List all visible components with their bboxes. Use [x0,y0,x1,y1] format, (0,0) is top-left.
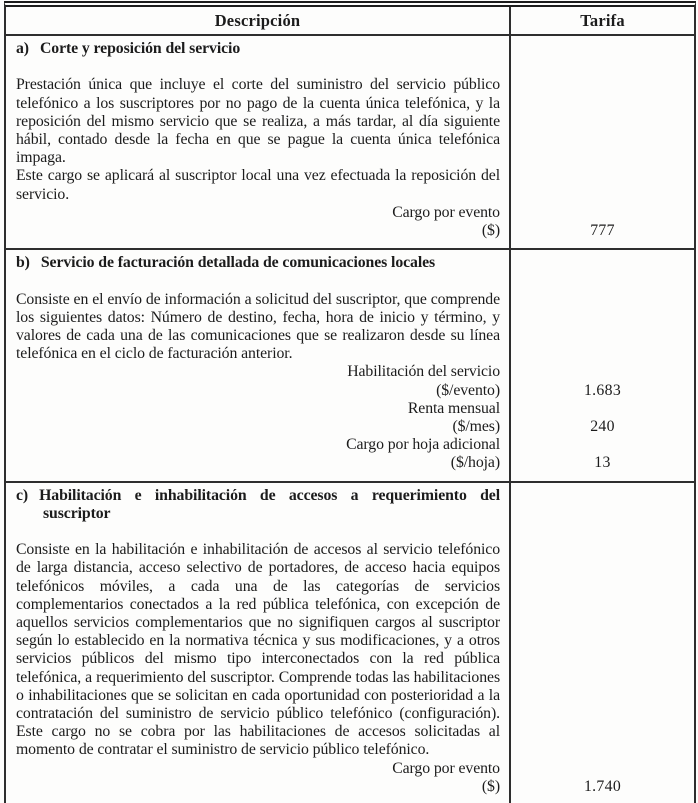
table-header-row [6,7,694,36]
section-letter: c) [16,486,29,504]
section-heading [16,487,500,523]
section-letter: b) [16,254,30,272]
section-description-cell [6,483,511,803]
section-paragraphs [16,541,500,759]
section-tarifa-cell [511,483,694,803]
tarifa-spacer [600,760,604,778]
charge-label: Cargo por evento [392,203,500,221]
table-row [6,36,694,250]
charge-label: Renta mensual [407,399,500,417]
description-paragraph: Consiste en el envío de información a solicitud del suscriptor, que comprende los siguientes datos: Número de destino, fecha, hora de inicio y término, y valores de cada una de las comunicaciones que se realizaron desde su línea telefónica en el ciclo de facturación anterior. [16,290,500,363]
tarifa-value: 240 [590,418,615,436]
description-paragraph: Consiste en la habilitación e inhabilitación de accesos al servicio telefónico de larga distancia, acceso selectivo de portadores, de acceso hacia equipos telefónicos móviles, a cada una de las categorías de servicios complementarios conectados a la red pública telefónica, con excepción de aquellos servicios complementarios que no signifiquen cargos al suscriptor según lo establecido en la normativa técnica y sus modificaciones, y a otros servicios públicos del mismo tipo interconectados con la red pública telefónica, a requerimiento del suscriptor. Comprende todas las habilitaciones o inhabilitaciones que se solicitan en cada oportunidad con posterioridad a la contratación del suministro de servicio público telefónico (configuración). Este cargo no se cobra por las habilitaciones de accesos solicitadas al momento de contratar el suministro de servicio público telefónico. [16,541,500,759]
charge-unit: ($) [481,222,500,240]
tariff-table [4,1,696,803]
section-charges [16,363,500,472]
description-paragraph: Este cargo se aplicará al suscriptor local una vez efectuada la reposición del servicio. [16,167,500,203]
column-header-tarifa: Tarifa [580,10,625,30]
section-heading [16,40,500,58]
section-heading [16,254,500,272]
tarifa-spacer [600,204,604,222]
tarifa-value: 13 [594,454,611,472]
section-paragraphs [16,76,500,203]
section-title: Servicio de facturación detallada de comunicaciones locales [40,254,436,272]
description-paragraph: Prestación única que incluye el corte del suministro del servicio público telefónico a los suscriptores por no pago de la cuenta única telefónica, y la reposición del mismo servicio que se realiza, a más tardar, al día siguiente hábil, contado desde la fecha en que se pague la cuenta única telefónica impaga. [16,76,500,167]
charge-unit: ($) [481,777,500,795]
tarifa-value: 1.683 [583,381,622,399]
table-row [6,483,694,803]
charge-unit: ($/hoja) [450,454,500,472]
charge-label: Cargo por hoja adicional [346,436,500,454]
section-title: Corte y reposición del servicio [39,40,241,57]
charge-unit: ($/mes) [452,418,500,436]
tarifa-value: 1.740 [583,777,622,795]
table-body [6,36,694,803]
section-description-cell [6,250,511,480]
charge-label: Habilitación del servicio [347,363,500,381]
section-tarifa-cell [511,250,694,480]
table-row [6,250,694,482]
section-title: Habilitación e inhabilitación de accesos a requerimiento del suscriptor [39,486,500,522]
section-tarifa-cell [511,36,694,248]
section-letter: a) [16,40,29,57]
tarifa-value: 777 [590,222,615,240]
tarifa-spacer [600,400,604,418]
column-header-descripcion: Descripción [6,7,511,34]
tarifa-spacer [600,436,604,454]
section-charges [16,204,500,240]
section-paragraphs [16,291,500,364]
charge-label: Cargo por evento [392,759,500,777]
section-charges [16,760,500,796]
charge-unit: ($/evento) [436,381,500,399]
tarifa-spacer [600,363,604,381]
section-description-cell [6,36,511,248]
